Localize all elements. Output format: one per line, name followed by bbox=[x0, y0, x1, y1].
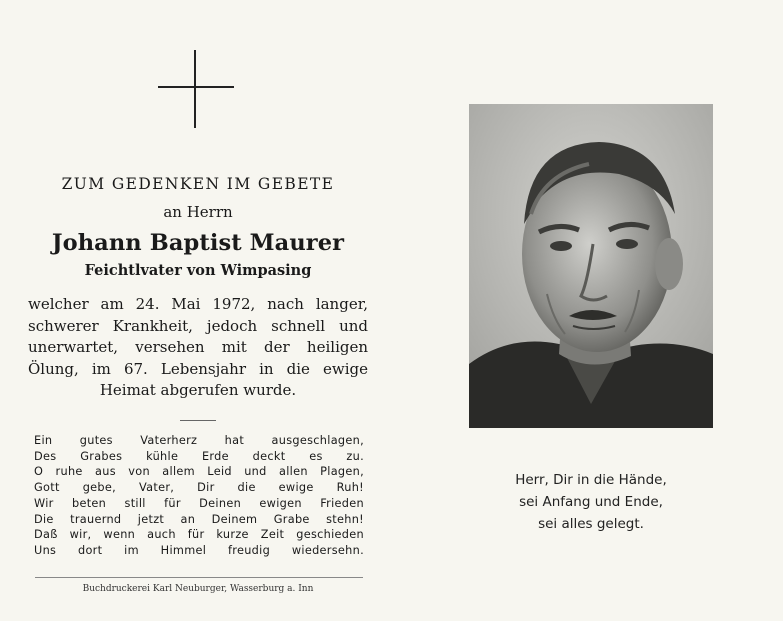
obituary-line: welcher am 24. Mai 1972, nach langer, bbox=[28, 295, 368, 313]
deceased-subtitle: Feichtlvater von Wimpasing bbox=[84, 262, 312, 279]
poem-line: Des Grabes kühle Erde deckt es zu. bbox=[34, 449, 364, 463]
obituary-line: schwerer Krankheit, jedoch schnell und bbox=[28, 316, 368, 335]
text-column bbox=[28, 0, 368, 621]
poem-line: Die trauernd jetzt an Deinem Grabe stehn! bbox=[34, 512, 364, 526]
addressee: an Herrn bbox=[163, 203, 233, 221]
heading: ZUM GEDENKEN IM GEBETE bbox=[61, 175, 335, 193]
obituary-line: unerwartet, versehen mit der heiligen bbox=[28, 338, 368, 356]
deceased-name: Johann Baptist Maurer bbox=[51, 230, 345, 256]
obituary-line: Heimat abgerufen wurde. bbox=[99, 381, 297, 399]
prayer-quote bbox=[469, 469, 713, 535]
poem bbox=[34, 433, 364, 559]
footer-divider bbox=[35, 577, 363, 578]
poem-line: Uns dort im Himmel freudig wiedersehn. bbox=[34, 543, 364, 557]
quote-line: sei Anfang und Ende, bbox=[519, 494, 663, 510]
quote-line: Herr, Dir in die Hände, bbox=[515, 472, 667, 488]
poem-line: O ruhe aus von allem Leid und allen Plagen, bbox=[34, 465, 364, 479]
obituary-line: Ölung, im 67. Lebensjahr in die ewige bbox=[28, 359, 368, 378]
poem-line: Ein gutes Vaterherz hat ausgeschlagen, bbox=[34, 434, 364, 447]
poem-line: Daß wir, wenn auch für kurze Zeit geschieden bbox=[34, 528, 364, 542]
portrait-photo bbox=[469, 104, 713, 428]
divider bbox=[180, 420, 216, 421]
cross-icon bbox=[158, 50, 234, 128]
poem-line: Gott gebe, Vater, Dir die ewige Ruh! bbox=[34, 481, 364, 495]
quote-line: sei alles gelegt. bbox=[538, 516, 644, 532]
poem-line: Wir beten still für Deinen ewigen Frieden bbox=[34, 496, 364, 510]
obituary-text bbox=[28, 294, 368, 402]
printer-credit: Buchdruckerei Karl Neuburger, Wasserburg a. Inn bbox=[82, 584, 314, 594]
